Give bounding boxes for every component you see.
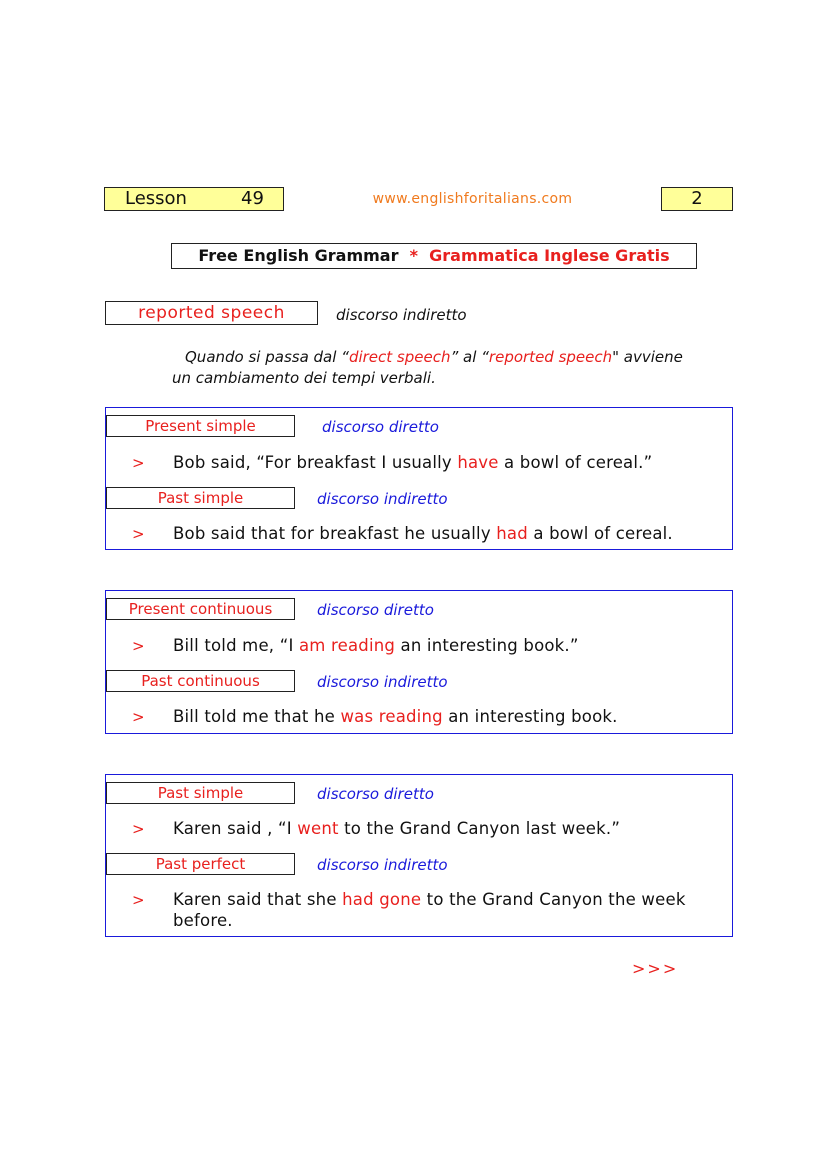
direct-speech-label: discorso diretto <box>322 418 439 436</box>
reported-sentence <box>173 706 729 727</box>
sentence-part: Bill told me, “I <box>173 636 299 655</box>
intro-part: " avviene <box>612 348 683 366</box>
direct-speech-label: discorso diretto <box>317 785 434 803</box>
intro-highlight: reported speech <box>488 348 613 366</box>
reported-tense-label: Past perfect <box>106 853 295 875</box>
verb-highlight: had <box>496 524 528 543</box>
website-link[interactable]: www.englishforitalians.com <box>372 191 573 207</box>
intro-highlight: direct speech <box>348 348 451 366</box>
lesson-label: Lesson <box>125 188 187 209</box>
reported-sentence <box>173 889 729 931</box>
title-italian: Grammatica Inglese Gratis <box>429 246 670 265</box>
reported-speech-label: discorso indiretto <box>317 490 448 508</box>
sentence-part: to the Grand Canyon the week <box>421 890 686 909</box>
topic-label: reported speech <box>105 301 318 325</box>
arrow-bullet: > <box>132 708 145 726</box>
direct-sentence <box>173 452 729 473</box>
intro-part: ” al “ <box>450 348 489 366</box>
title-english: Free English Grammar <box>198 246 399 265</box>
intro-text <box>172 347 732 389</box>
intro-part: Quando si passa dal “ <box>185 348 349 366</box>
reported-tense-label: Past simple <box>106 487 295 509</box>
verb-highlight: went <box>297 819 339 838</box>
reported-speech-label: discorso indiretto <box>317 856 448 874</box>
example-section <box>105 774 733 937</box>
page-number: 2 <box>661 187 733 211</box>
arrow-bullet: > <box>132 891 145 909</box>
direct-sentence <box>173 635 729 656</box>
sentence-part: a bowl of cereal. <box>527 524 673 543</box>
sentence-part: to the Grand Canyon last week.” <box>338 819 621 838</box>
verb-highlight: am reading <box>298 636 396 655</box>
sentence-part: a bowl of cereal.” <box>498 453 653 472</box>
sentence-part: Karen said , “I <box>173 819 298 838</box>
verb-highlight: had gone <box>342 890 422 909</box>
verb-highlight: was reading <box>340 707 443 726</box>
reported-tense-label: Past continuous <box>106 670 295 692</box>
arrow-bullet: > <box>132 525 145 543</box>
sentence-part: Bob said, “For breakfast I usually <box>173 453 458 472</box>
reported-speech-label: discorso indiretto <box>317 673 448 691</box>
arrow-bullet: > <box>132 454 145 472</box>
title-star: * <box>409 246 419 265</box>
lesson-number: 49 <box>241 188 264 209</box>
next-page-link[interactable]: >>> <box>632 959 679 978</box>
sentence-part: Bob said that for breakfast he usually <box>173 524 497 543</box>
sentence-part: Bill told me that he <box>173 707 341 726</box>
arrow-bullet: > <box>132 637 145 655</box>
sentence-part: an interesting book. <box>442 707 618 726</box>
page-title <box>171 243 697 269</box>
sentence-line2: before. <box>173 911 233 930</box>
direct-tense-label: Present simple <box>106 415 295 437</box>
direct-sentence <box>173 818 729 839</box>
reported-sentence <box>173 523 729 544</box>
topic-italian: discorso indiretto <box>336 306 467 324</box>
direct-speech-label: discorso diretto <box>317 601 434 619</box>
sentence-part: Karen said that she <box>173 890 343 909</box>
lesson-box <box>104 187 284 211</box>
verb-highlight: have <box>457 453 499 472</box>
sentence-part: an interesting book.” <box>395 636 579 655</box>
example-section <box>105 407 733 550</box>
intro-line2: un cambiamento dei tempi verbali. <box>172 369 436 387</box>
arrow-bullet: > <box>132 820 145 838</box>
example-section <box>105 590 733 734</box>
direct-tense-label: Past simple <box>106 782 295 804</box>
direct-tense-label: Present continuous <box>106 598 295 620</box>
